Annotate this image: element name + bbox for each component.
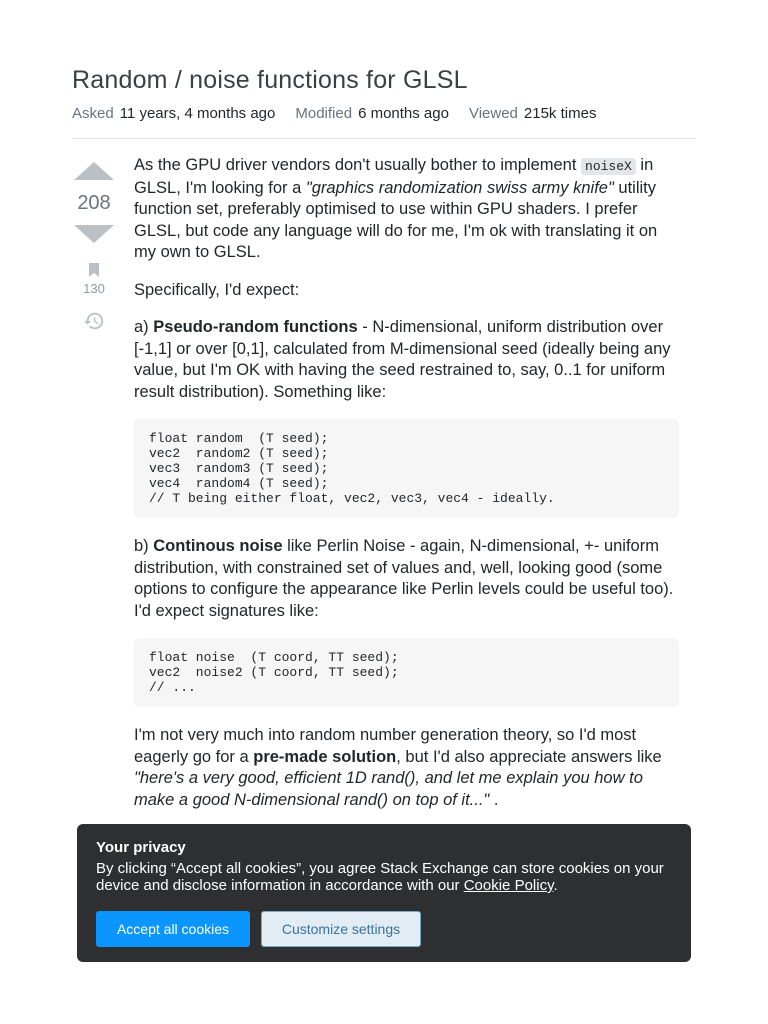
customize-settings-button[interactable]: Customize settings	[261, 911, 421, 947]
header-divider	[72, 138, 696, 139]
vote-count: 208	[77, 192, 111, 214]
asked-info: Asked 11 years, 4 months ago	[72, 105, 276, 122]
inline-code: noiseX	[581, 158, 636, 175]
cookie-text: By clicking “Accept all cookies”, you agree Stack Exchange can store cookies on your device and disclose information in accordance with our Cookie Policy.	[96, 860, 664, 894]
code-block: float random (T seed); vec2 random2 (T seed); vec3 random3 (T seed); vec4 random4 (T seed); // T being either float, vec2, vec3, vec4 - ideally.	[134, 419, 679, 518]
question-body	[134, 155, 679, 827]
paragraph: a) Pseudo-random functions - N-dimensional, uniform distribution over [-1,1] or over [0,1], calculated from M-dimensional seed (ideally being any value, but I'm OK with having the seed restrained to, say, 0..1 for uniform result distribution). Something like:	[134, 318, 671, 401]
cookie-banner	[77, 824, 691, 962]
bookmark-icon[interactable]	[89, 263, 99, 277]
downvote-icon[interactable]	[74, 225, 114, 243]
paragraph: Specifically, I'd expect:	[134, 280, 300, 299]
upvote-icon[interactable]	[74, 162, 114, 180]
accept-cookies-button[interactable]: Accept all cookies	[96, 911, 250, 947]
question-meta	[72, 105, 596, 122]
paragraph: b) Continous noise like Perlin Noise - again, N-dimensional, +- uniform distribution, with constrained set of values and, well, looking good (some options to configure the appearance like Perlin levels could be useful too). I'd expect signatures like:	[134, 537, 674, 620]
bookmark-count: 130	[83, 281, 105, 296]
modified-info[interactable]: Modified 6 months ago	[295, 105, 449, 122]
page-title[interactable]: Random / noise functions for GLSL	[72, 66, 468, 94]
vote-cell	[72, 158, 116, 337]
paragraph: I'm not very much into random number generation theory, so I'd most eagerly go for a pre-made solution, but I'd also appreciate answers like "here's a very good, efficient 1D rand(), and let me explain you how to make a good N-dimensional rand() on top of it..." .	[134, 726, 662, 809]
cookie-title: Your privacy	[96, 839, 186, 856]
history-icon[interactable]	[83, 310, 105, 332]
cookie-policy-link[interactable]: Cookie Policy	[463, 877, 554, 894]
viewed-info: Viewed 215k times	[468, 105, 597, 122]
code-block: float noise (T coord, TT seed); vec2 noise2 (T coord, TT seed); // ...	[134, 638, 679, 707]
paragraph: As the GPU driver vendors don't usually bother to implement noiseX in GLSL, I'm looking for a "graphics randomization swiss army knife" utility function set, preferably optimised to use within GPU shaders. I prefer GLSL, but code any language will do for me, I'm ok with translating it on my own to GLSL.	[134, 156, 658, 261]
